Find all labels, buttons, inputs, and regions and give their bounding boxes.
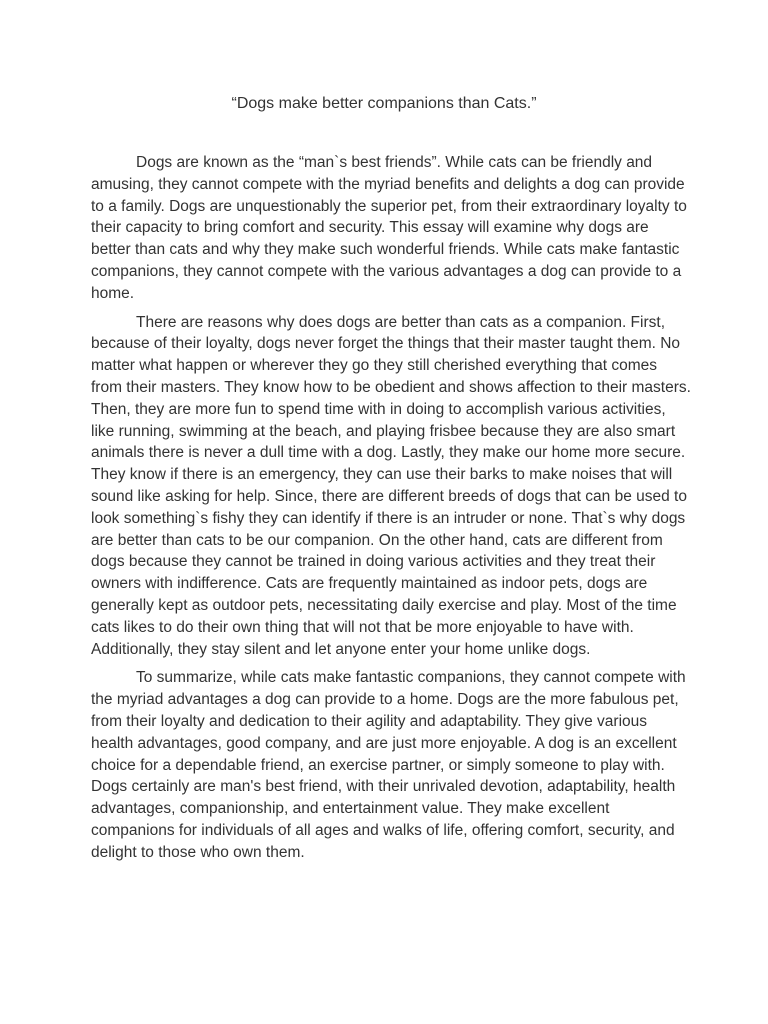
essay-body [91, 152, 691, 864]
essay-title: “Dogs make better companions than Cats.” [231, 95, 537, 112]
paragraph-reasons: There are reasons why does dogs are better than cats as a companion. First, because of their loyalty, dogs never forget the things that their master taught them. No matter what happen or wherever they go they still cherished everything that comes from their masters. They know how to be obedient and shows affection to their masters. Then, they are more fun to spend time with in doing to accomplish various activities, like running, swimming at the beach, and playing frisbee because they are also smart animals there is never a dull time with a dog. Lastly, they make our home more secure. They know if there is an emergency, they can use their barks to make noises that will sound like asking for help. Since, there are different breeds of dogs that can be used to look something`s fishy they can identify if there is an intruder or none. That`s why dogs are better than cats to be our companion. On the other hand, cats are different from dogs because they cannot be trained in doing various activities and they treat their owners with indifference. Cats are frequently maintained as indoor pets, dogs are generally kept as outdoor pets, necessitating daily exercise and play. Most of the time cats likes to do their own thing that will not that be more enjoyable to have with. Additionally, they stay silent and let anyone enter your home unlike dogs. [91, 313, 691, 658]
paragraph-conclusion: To summarize, while cats make fantastic companions, they cannot compete with the myriad advantages a dog can provide to a home. Dogs are the more fabulous pet, from their loyalty and dedication to their agility and adaptability. They give various health advantages, good company, and are just more enjoyable. A dog is an excellent choice for a dependable friend, an exercise partner, or simply someone to play with. Dogs certainly are man's best friend, with their unrivaled devotion, adaptability, health advantages, companionship, and entertainment value. They make excellent companions for individuals of all ages and walks of life, offering comfort, security, and delight to those who own them. [91, 669, 686, 861]
paragraph-introduction: Dogs are known as the “man`s best friends”. While cats can be friendly and amusing, they cannot compete with the myriad benefits and delights a dog can provide to a family. Dogs are unquestionably the superior pet, from their extraordinary loyalty to their capacity to bring comfort and security. This essay will examine why dogs are better than cats and why they make such wonderful friends. While cats make fantastic companions, they cannot compete with the various advantages a dog can provide to a home. [91, 154, 687, 302]
